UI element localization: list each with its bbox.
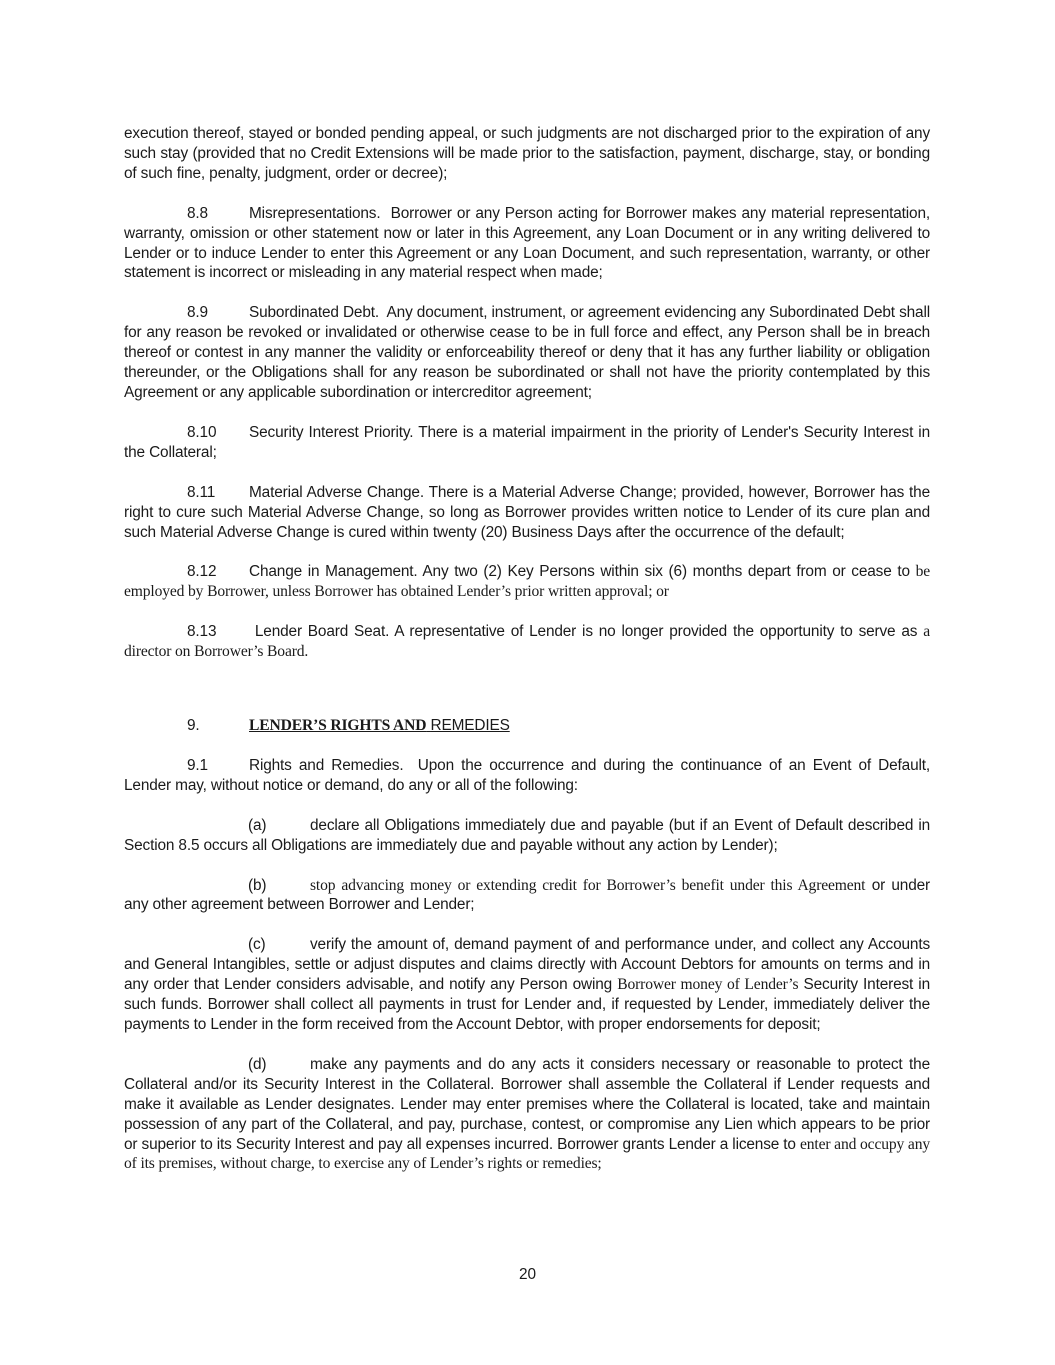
item-c (124, 935, 930, 1035)
section-title-bold: LENDER’S RIGHTS AND (249, 717, 427, 735)
page-number: 20 (518, 1266, 537, 1283)
item-a (124, 816, 930, 856)
section-title: Subordinated Debt. (249, 304, 379, 322)
section-8-13 (124, 622, 930, 662)
section-text-serif: be employed by Borrower, unless Borrower has obtained Lender’s prior written approval; or (124, 563, 930, 601)
section-8-12 (124, 562, 930, 602)
section-text: There is a material impairment in the priority of Lender's Security Interest in the Collateral; (124, 423, 930, 461)
section-title: Rights and Remedies. (249, 756, 404, 774)
section-text: A representative of Lender is no longer provided the opportunity to serve as (394, 623, 918, 641)
section-title: Security Interest Priority. (249, 423, 414, 441)
section-title: Misrepresentations. (249, 204, 381, 222)
section-8-8 (124, 204, 930, 284)
item-text-serif: Borrower money of Lender’s (617, 976, 799, 994)
section-number: 9.1 (187, 756, 208, 774)
section-title-rest: REMEDIES (430, 717, 510, 735)
section-text-serif: a director on Borrower’s Board. (124, 623, 930, 661)
section-text: Upon the occurrence and during the continuance of an Event of Default, Lender may, without notice or demand, do any or all of the following: (124, 756, 930, 794)
section-text: There is a Material Adverse Change; provided, however, Borrower has the right to cure such Material Adverse Change, so long as Borrower provides written notice to Lender of its cure plan and such Material Adverse Change is cured within twenty (20) Business Days after the occurrence of the default; (124, 483, 930, 541)
section-8-9 (124, 303, 930, 403)
section-9-1 (124, 756, 930, 796)
item-label: (a) (248, 816, 267, 834)
item-label: (b) (248, 876, 267, 894)
section-text: Any document, instrument, or agreement evidencing any Subordinated Debt shall for any reason be revoked or invalidated or otherwise cease to be in full force and effect, any Person shall be in breach thereof or contest in any manner the validity or enforceability thereof or deny that it has any further liability or obligation thereunder, or the Obligations shall for any reason be subordinated or shall not have the priority contemplated by this Agreement or any applicable subordination or intercreditor agreement; (124, 304, 930, 401)
page-body (124, 124, 930, 1194)
item-b (124, 876, 930, 916)
section-number: 8.10 (187, 423, 217, 441)
item-text: or under any other agreement between Borrower and Lender; (124, 876, 930, 914)
item-text-serif: stop advancing money or extending credit for Borrower’s benefit under this Agreement (310, 876, 866, 894)
item-label: (c) (248, 936, 266, 954)
item-text-serif: enter and occupy any of its premises, without charge, to exercise any of Lender’s rights or remedies; (124, 1135, 930, 1173)
section-number: 8.9 (187, 304, 208, 322)
section-title: Lender Board Seat. (254, 623, 390, 641)
section-9-heading (124, 716, 930, 736)
section-text: Borrower or any Person acting for Borrower makes any material representation, warranty, omission or other statement now or later in this Agreement, any Loan Document or in any writing delivered to Lender or to induce Lender to enter this Agreement or any Loan Document, and such representation, warranty, or other statement is incorrect or misleading in any material respect when made; (124, 204, 930, 282)
section-8-11 (124, 483, 930, 543)
item-text: make any payments and do any acts it considers necessary or reasonable to protect the Collateral and/or its Security Interest in the Collateral. Borrower shall assemble the Collateral if Lender requests and make it available as Lender designates. Lender may enter premises where the Collateral is located, take and maintain possession of any part of the Collateral, and pay, purchase, contest, or compromise any Lien which appears to be prior or superior to its Security Interest and pay all expenses incurred. Borrower grants Lender a license to (124, 1055, 930, 1153)
section-title: Material Adverse Change. (249, 483, 424, 501)
section-number: 9. (187, 717, 200, 735)
paragraph-8-7-continuation (124, 124, 930, 184)
paragraph-text: execution thereof, stayed or bonded pending appeal, or such judgments are not discharged prior to the expiration of any such stay (provided that no Credit Extensions will be made prior to the satisfaction, payment, discharge, stay, or bonding of such fine, penalty, judgment, order or decree); (124, 125, 930, 182)
section-number: 8.11 (187, 483, 216, 501)
section-number: 8.8 (187, 204, 208, 222)
item-text: verify the amount of, demand payment of and performance under, and collect any Accounts and General Intangibles, settle or adjust disputes and claims directly with Account Debtors for amounts on terms and in any order that Lender considers advisable, and notify any Person owing (124, 936, 930, 994)
item-text: declare all Obligations immediately due and payable (but if an Event of Default described in Section 8.5 occurs all Obligations are immediately due and payable without any action by Lender); (124, 816, 930, 854)
section-title: Change in Management. (249, 563, 418, 581)
item-label: (d) (248, 1055, 267, 1073)
section-number: 8.13 (187, 623, 217, 641)
item-d (124, 1055, 930, 1174)
section-text: Any two (2) Key Persons within six (6) months depart from or cease to (422, 563, 910, 581)
item-text-continued: Security Interest in such funds. Borrower shall collect all payments in trust for Lender and, if requested by Lender, immediately deliver the payments to Lender in the form received from the Account Debtor, with proper endorsements for deposit; (124, 976, 930, 1033)
section-8-10 (124, 423, 930, 463)
section-number: 8.12 (187, 563, 217, 581)
